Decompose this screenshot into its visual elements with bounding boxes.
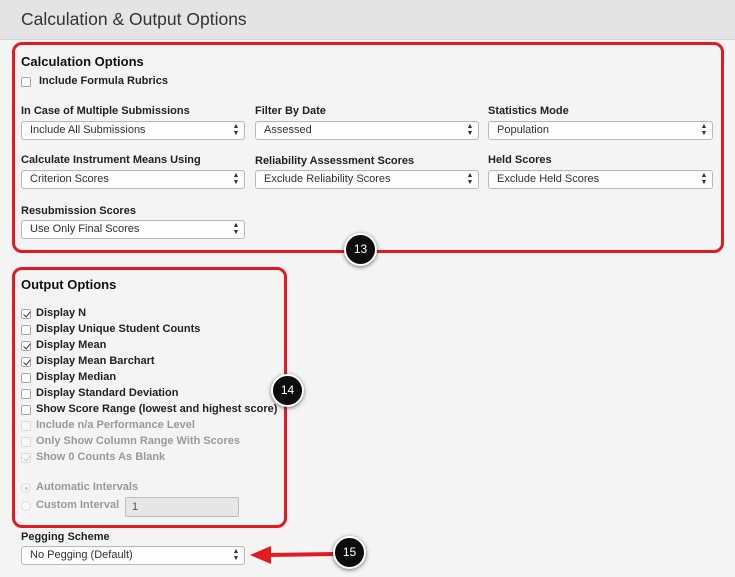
include-formula-rubrics-checkbox[interactable] — [21, 75, 221, 90]
checkbox-box[interactable] — [21, 357, 31, 367]
select-arrows-icon: ▲ ▼ — [232, 172, 240, 186]
checkbox-box[interactable] — [21, 77, 31, 87]
checkbox-label: Display Mean Barchart — [36, 355, 155, 367]
pegging-scheme-label: Pegging Scheme — [21, 531, 110, 543]
include-formula-rubrics-label: Include Formula Rubrics — [39, 75, 168, 87]
checkbox-label: Display Standard Deviation — [36, 387, 179, 399]
calculation-options-title: Calculation Options — [21, 54, 144, 69]
checkbox-label: Show Score Range (lowest and highest score) — [36, 403, 278, 415]
checkbox-box[interactable] — [21, 405, 31, 415]
custom-interval-radio[interactable] — [21, 499, 121, 514]
checkbox-box[interactable] — [21, 389, 31, 399]
checkbox-box[interactable] — [21, 453, 31, 463]
checkbox-label: Display Mean — [36, 339, 107, 351]
multiple-submissions-value: Include All Submissions — [30, 124, 146, 136]
statistics-mode-value: Population — [497, 124, 549, 136]
show-zero-counts-as-blank-checkbox[interactable] — [21, 451, 281, 466]
instrument-means-label: Calculate Instrument Means Using — [21, 154, 201, 166]
checkbox-box[interactable] — [21, 421, 31, 431]
automatic-intervals-label: Automatic Intervals — [36, 481, 139, 493]
select-arrows-icon: ▲ ▼ — [232, 222, 240, 236]
custom-interval-input[interactable]: 1 — [125, 497, 239, 517]
checkbox-label: Show 0 Counts As Blank — [36, 451, 166, 463]
instrument-means-value: Criterion Scores — [30, 173, 109, 185]
callout-badge-14: 14 — [271, 374, 304, 407]
filter-by-date-label: Filter By Date — [255, 105, 326, 117]
display-mean-barchart-checkbox[interactable] — [21, 355, 281, 370]
checkbox-box[interactable] — [21, 437, 31, 447]
callout-badge-15: 15 — [333, 536, 366, 569]
pegging-scheme-select[interactable] — [21, 546, 245, 565]
custom-interval-label: Custom Interval — [36, 499, 120, 511]
select-arrows-icon: ▲ ▼ — [466, 123, 474, 137]
select-arrows-icon: ▲ ▼ — [466, 172, 474, 186]
display-unique-student-counts-checkbox[interactable] — [21, 323, 281, 338]
display-mean-checkbox[interactable] — [21, 339, 281, 354]
display-n-checkbox[interactable] — [21, 307, 281, 322]
checkbox-box[interactable] — [21, 341, 31, 351]
callout-badge-13: 13 — [344, 233, 377, 266]
held-scores-select[interactable] — [488, 170, 713, 189]
reliability-scores-label: Reliability Assessment Scores — [255, 155, 415, 167]
resubmission-scores-value: Use Only Final Scores — [30, 223, 140, 235]
multiple-submissions-select[interactable] — [21, 121, 245, 140]
include-na-performance-level-checkbox[interactable] — [21, 419, 281, 434]
select-arrows-icon: ▲ ▼ — [700, 123, 708, 137]
checkbox-label: Display Median — [36, 371, 117, 383]
checkbox-label: Include n/a Performance Level — [36, 419, 195, 431]
section-header — [0, 0, 735, 40]
multiple-submissions-label: In Case of Multiple Submissions — [21, 105, 190, 117]
only-show-column-range-checkbox[interactable] — [21, 435, 281, 450]
statistics-mode-select[interactable] — [488, 121, 713, 140]
checkbox-label: Display N — [36, 307, 87, 319]
resubmission-scores-select[interactable] — [21, 220, 245, 239]
radio-circle[interactable] — [21, 483, 31, 493]
output-options-title: Output Options — [21, 277, 117, 292]
page-title: Calculation & Output Options — [21, 9, 247, 29]
reliability-scores-select[interactable] — [255, 170, 479, 189]
statistics-mode-label: Statistics Mode — [488, 105, 569, 117]
filter-by-date-select[interactable] — [255, 121, 479, 140]
pegging-scheme-value: No Pegging (Default) — [30, 549, 133, 561]
show-score-range-checkbox[interactable] — [21, 403, 281, 418]
callout-arrow-icon — [247, 545, 337, 567]
select-arrows-icon: ▲ ▼ — [700, 172, 708, 186]
filter-by-date-value: Assessed — [264, 124, 312, 136]
instrument-means-select[interactable] — [21, 170, 245, 189]
select-arrows-icon: ▲ ▼ — [232, 548, 240, 562]
checkbox-label: Display Unique Student Counts — [36, 323, 201, 335]
display-standard-deviation-checkbox[interactable] — [21, 387, 281, 402]
radio-circle[interactable] — [21, 501, 31, 511]
reliability-scores-value: Exclude Reliability Scores — [264, 173, 391, 185]
held-scores-label: Held Scores — [488, 154, 552, 166]
select-arrows-icon: ▲ ▼ — [232, 123, 240, 137]
held-scores-value: Exclude Held Scores — [497, 173, 600, 185]
checkbox-label: Only Show Column Range With Scores — [36, 435, 241, 447]
checkbox-box[interactable] — [21, 325, 31, 335]
checkbox-box[interactable] — [21, 373, 31, 383]
resubmission-scores-label: Resubmission Scores — [21, 205, 136, 217]
checkbox-box[interactable] — [21, 309, 31, 319]
display-median-checkbox[interactable] — [21, 371, 281, 386]
automatic-intervals-radio[interactable] — [21, 481, 221, 496]
